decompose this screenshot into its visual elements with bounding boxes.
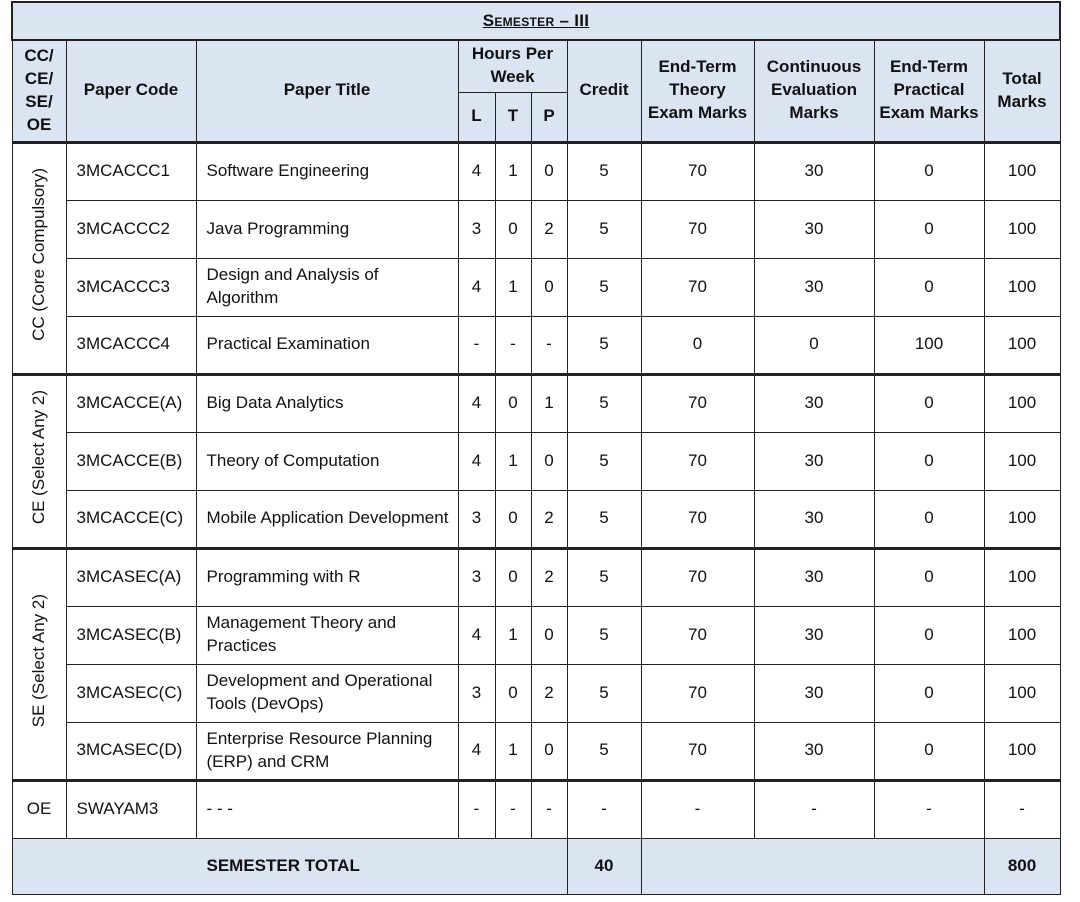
paper-title-cell: Mobile Application Development	[196, 490, 458, 548]
hours-l-cell: 4	[458, 142, 495, 200]
theory-marks-cell: 70	[641, 142, 754, 200]
credit-cell: 5	[567, 490, 641, 548]
hours-t-cell: -	[495, 780, 531, 838]
paper-code-cell: 3MCACCE(C)	[66, 490, 196, 548]
header-category: CC/ CE/ SE/ OE	[12, 40, 66, 142]
group-label-cell	[12, 548, 66, 780]
paper-code-cell: SWAYAM3	[66, 780, 196, 838]
hours-t-cell: 1	[495, 606, 531, 664]
credit-cell: 5	[567, 664, 641, 722]
theory-marks-cell: 70	[641, 606, 754, 664]
semester-total-spacer	[641, 838, 984, 894]
theory-marks-cell: 70	[641, 548, 754, 606]
table-row	[12, 316, 1060, 374]
table-row	[12, 432, 1060, 490]
hours-p-cell: 2	[531, 200, 567, 258]
total-marks-cell: 100	[984, 664, 1060, 722]
theory-marks-cell: 0	[641, 316, 754, 374]
ce-marks-cell: 30	[754, 548, 874, 606]
paper-title-cell: Software Engineering	[196, 142, 458, 200]
hours-t-cell: 0	[495, 664, 531, 722]
table-row	[12, 664, 1060, 722]
hours-l-cell: 3	[458, 664, 495, 722]
credit-cell: 5	[567, 548, 641, 606]
credit-cell: 5	[567, 200, 641, 258]
practical-marks-cell: 100	[874, 316, 984, 374]
table-row	[12, 780, 1060, 838]
header-paper-title: Paper Title	[196, 40, 458, 142]
header-end-term-practical: End-Term Practical Exam Marks	[874, 40, 984, 142]
total-marks-cell: 100	[984, 142, 1060, 200]
credit-cell: 5	[567, 142, 641, 200]
table-title-text: Semester – III	[482, 10, 590, 30]
credit-cell: 5	[567, 722, 641, 780]
hours-l-cell: 3	[458, 200, 495, 258]
hours-p-cell: 1	[531, 374, 567, 432]
ce-marks-cell: 30	[754, 490, 874, 548]
hours-p-cell: 0	[531, 606, 567, 664]
credit-cell: -	[567, 780, 641, 838]
table-row	[12, 200, 1060, 258]
header-l: L	[458, 92, 495, 142]
hours-t-cell: 0	[495, 374, 531, 432]
group-label: CE (Select Any 2)	[28, 390, 48, 525]
hours-t-cell: 0	[495, 200, 531, 258]
hours-p-cell: -	[531, 316, 567, 374]
credit-cell: 5	[567, 432, 641, 490]
paper-code-cell: 3MCACCC1	[66, 142, 196, 200]
semester-table-container	[11, 1, 1061, 895]
theory-marks-cell: 70	[641, 374, 754, 432]
practical-marks-cell: 0	[874, 142, 984, 200]
total-marks-cell: 100	[984, 374, 1060, 432]
paper-code-cell: 3MCACCC3	[66, 258, 196, 316]
hours-l-cell: 4	[458, 258, 495, 316]
hours-t-cell: 0	[495, 490, 531, 548]
credit-cell: 5	[567, 374, 641, 432]
practical-marks-cell: 0	[874, 548, 984, 606]
hours-t-cell: 1	[495, 432, 531, 490]
practical-marks-cell: 0	[874, 664, 984, 722]
ce-marks-cell: 30	[754, 200, 874, 258]
hours-t-cell: 1	[495, 722, 531, 780]
paper-title-cell: Big Data Analytics	[196, 374, 458, 432]
semester-total-credit: 40	[567, 838, 641, 894]
paper-title-cell: - - -	[196, 780, 458, 838]
hours-l-cell: -	[458, 316, 495, 374]
ce-marks-cell: 0	[754, 316, 874, 374]
hours-l-cell: 3	[458, 490, 495, 548]
table-row	[12, 606, 1060, 664]
hours-p-cell: 2	[531, 664, 567, 722]
hours-t-cell: 0	[495, 548, 531, 606]
header-hours-per-week: Hours Per Week	[458, 40, 567, 92]
total-marks-cell: 100	[984, 200, 1060, 258]
total-marks-cell: 100	[984, 548, 1060, 606]
practical-marks-cell: 0	[874, 374, 984, 432]
total-marks-cell: 100	[984, 606, 1060, 664]
hours-t-cell: -	[495, 316, 531, 374]
header-total-marks: Total Marks	[984, 40, 1060, 142]
paper-code-cell: 3MCACCC4	[66, 316, 196, 374]
total-marks-cell: 100	[984, 490, 1060, 548]
paper-title-cell: Programming with R	[196, 548, 458, 606]
total-marks-cell: 100	[984, 316, 1060, 374]
paper-code-cell: 3MCACCC2	[66, 200, 196, 258]
practical-marks-cell: -	[874, 780, 984, 838]
header-continuous-evaluation: Continuous Evaluation Marks	[754, 40, 874, 142]
hours-p-cell: 0	[531, 142, 567, 200]
ce-marks-cell: 30	[754, 374, 874, 432]
ce-marks-cell: -	[754, 780, 874, 838]
total-marks-cell: 100	[984, 722, 1060, 780]
semester-total-row	[12, 838, 1060, 894]
group-label-cell	[12, 374, 66, 548]
hours-l-cell: 3	[458, 548, 495, 606]
table-body	[12, 142, 1060, 894]
practical-marks-cell: 0	[874, 722, 984, 780]
header-credit: Credit	[567, 40, 641, 142]
theory-marks-cell: 70	[641, 200, 754, 258]
semester-total-marks: 800	[984, 838, 1060, 894]
paper-title-cell: Theory of Computation	[196, 432, 458, 490]
hours-p-cell: 0	[531, 432, 567, 490]
hours-l-cell: -	[458, 780, 495, 838]
group-label-cell	[12, 142, 66, 374]
table-row	[12, 258, 1060, 316]
practical-marks-cell: 0	[874, 490, 984, 548]
total-marks-cell: 100	[984, 432, 1060, 490]
paper-title-cell: Design and Analysis of Algorithm	[196, 258, 458, 316]
hours-t-cell: 1	[495, 142, 531, 200]
paper-code-cell: 3MCACCE(A)	[66, 374, 196, 432]
paper-title-cell: Enterprise Resource Planning (ERP) and CRM	[196, 722, 458, 780]
table-row	[12, 374, 1060, 432]
hours-l-cell: 4	[458, 722, 495, 780]
ce-marks-cell: 30	[754, 258, 874, 316]
table-row	[12, 490, 1060, 548]
semester-table	[11, 1, 1061, 895]
practical-marks-cell: 0	[874, 432, 984, 490]
ce-marks-cell: 30	[754, 722, 874, 780]
group-label: SE (Select Any 2)	[28, 593, 48, 728]
hours-l-cell: 4	[458, 432, 495, 490]
theory-marks-cell: 70	[641, 490, 754, 548]
practical-marks-cell: 0	[874, 200, 984, 258]
theory-marks-cell: -	[641, 780, 754, 838]
header-end-term-theory: End-Term Theory Exam Marks	[641, 40, 754, 142]
hours-l-cell: 4	[458, 374, 495, 432]
paper-title-cell: Practical Examination	[196, 316, 458, 374]
theory-marks-cell: 70	[641, 258, 754, 316]
paper-code-cell: 3MCASEC(B)	[66, 606, 196, 664]
header-p: P	[531, 92, 567, 142]
practical-marks-cell: 0	[874, 258, 984, 316]
paper-code-cell: 3MCACCE(B)	[66, 432, 196, 490]
ce-marks-cell: 30	[754, 664, 874, 722]
ce-marks-cell: 30	[754, 142, 874, 200]
total-marks-cell: 100	[984, 258, 1060, 316]
practical-marks-cell: 0	[874, 606, 984, 664]
hours-p-cell: 0	[531, 722, 567, 780]
group-label-cell: OE	[12, 780, 66, 838]
paper-title-cell: Java Programming	[196, 200, 458, 258]
paper-title-cell: Management Theory and Practices	[196, 606, 458, 664]
paper-code-cell: 3MCASEC(A)	[66, 548, 196, 606]
hours-p-cell: 2	[531, 490, 567, 548]
hours-t-cell: 1	[495, 258, 531, 316]
group-label: CC (Core Compulsory)	[28, 168, 48, 341]
hours-l-cell: 4	[458, 606, 495, 664]
theory-marks-cell: 70	[641, 664, 754, 722]
table-row	[12, 548, 1060, 606]
hours-p-cell: 2	[531, 548, 567, 606]
paper-code-cell: 3MCASEC(D)	[66, 722, 196, 780]
credit-cell: 5	[567, 606, 641, 664]
header-t: T	[495, 92, 531, 142]
table-row	[12, 142, 1060, 200]
paper-code-cell: 3MCASEC(C)	[66, 664, 196, 722]
table-row	[12, 722, 1060, 780]
theory-marks-cell: 70	[641, 722, 754, 780]
credit-cell: 5	[567, 258, 641, 316]
header-paper-code: Paper Code	[66, 40, 196, 142]
ce-marks-cell: 30	[754, 432, 874, 490]
table-title	[12, 2, 1060, 40]
credit-cell: 5	[567, 316, 641, 374]
total-marks-cell: -	[984, 780, 1060, 838]
ce-marks-cell: 30	[754, 606, 874, 664]
theory-marks-cell: 70	[641, 432, 754, 490]
semester-total-label: SEMESTER TOTAL	[12, 838, 567, 894]
hours-p-cell: 0	[531, 258, 567, 316]
paper-title-cell: Development and Operational Tools (DevOps)	[196, 664, 458, 722]
hours-p-cell: -	[531, 780, 567, 838]
